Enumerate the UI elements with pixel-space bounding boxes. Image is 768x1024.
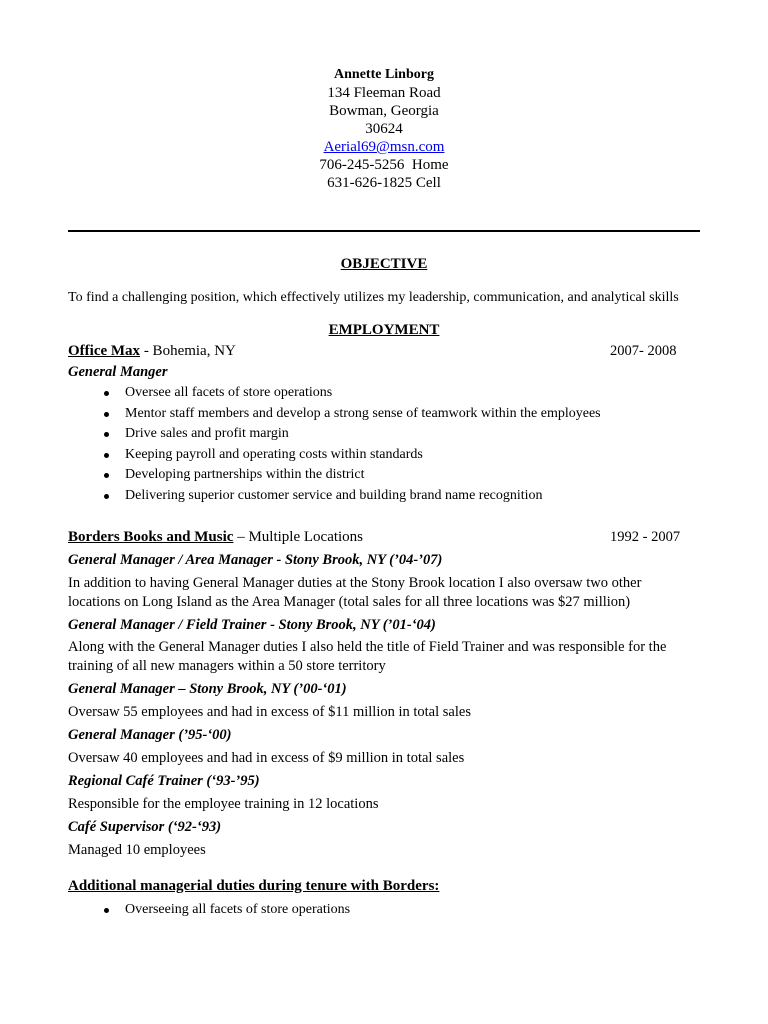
contact-email-link[interactable]: Aerial69@msn.com bbox=[323, 139, 445, 155]
role-description: training of all new managers within a 50 store territory bbox=[68, 658, 386, 674]
contact-name: Annette Linborg bbox=[334, 67, 434, 82]
job-title: General Manger bbox=[68, 364, 168, 380]
role-title: General Manager / Field Trainer - Stony Brook, NY (’01-‘04) bbox=[68, 617, 436, 633]
list-item: Drive sales and profit margin bbox=[104, 424, 601, 445]
additional-bullet-list bbox=[104, 900, 350, 921]
additional-duties-heading: Additional managerial duties during tenure with Borders: bbox=[68, 878, 440, 894]
role-title: General Manager / Area Manager - Stony Brook, NY (’04-’07) bbox=[68, 552, 443, 568]
employment-heading: EMPLOYMENT bbox=[328, 322, 440, 338]
role-description: Oversaw 40 employees and had in excess of $9 million in total sales bbox=[68, 750, 465, 766]
objective-text: To find a challenging position, which effectively utilizes my leadership, communication, and analytical skills bbox=[68, 290, 679, 305]
list-item: Oversee all facets of store operations bbox=[104, 383, 601, 404]
job-company-name: Borders Books and Music bbox=[68, 529, 234, 545]
list-item: Overseeing all facets of store operations bbox=[104, 900, 350, 921]
job-bullet-list bbox=[104, 383, 601, 507]
contact-zip: 30624 bbox=[365, 121, 403, 137]
role-title: General Manager (’95-‘00) bbox=[68, 727, 232, 743]
role-description: Along with the General Manager duties I also held the title of Field Trainer and was responsible for the bbox=[68, 639, 667, 655]
job-location: – Multiple Locations bbox=[233, 529, 364, 545]
list-item: Delivering superior customer service and building brand name recognition bbox=[104, 486, 601, 507]
role-description: Responsible for the employee training in 12 locations bbox=[68, 796, 379, 812]
header-divider bbox=[68, 230, 700, 232]
job-location: - Bohemia, NY bbox=[140, 343, 236, 359]
contact-city-state: Bowman, Georgia bbox=[329, 103, 439, 119]
job-company-line bbox=[68, 343, 236, 360]
list-item: Keeping payroll and operating costs within standards bbox=[104, 445, 601, 466]
contact-phone-cell: 631-626-1825 Cell bbox=[327, 175, 441, 191]
job-dates: 2007- 2008 bbox=[610, 343, 677, 359]
role-title: Regional Café Trainer (‘93-’95) bbox=[68, 773, 260, 789]
job-company-line bbox=[68, 529, 363, 546]
contact-header bbox=[0, 66, 768, 192]
contact-street: 134 Fleeman Road bbox=[327, 85, 441, 101]
contact-phone-home: 706-245-5256 Home bbox=[319, 157, 449, 173]
role-title: Café Supervisor (‘92-‘93) bbox=[68, 819, 222, 835]
role-title: General Manager – Stony Brook, NY (’00-‘01) bbox=[68, 681, 347, 697]
role-description: Oversaw 55 employees and had in excess of $11 million in total sales bbox=[68, 704, 471, 720]
job-dates: 1992 - 2007 bbox=[610, 529, 681, 545]
role-description: Managed 10 employees bbox=[68, 842, 206, 858]
objective-heading: OBJECTIVE bbox=[340, 256, 428, 272]
list-item: Developing partnerships within the district bbox=[104, 465, 601, 486]
list-item: Mentor staff members and develop a strong sense of teamwork within the employees bbox=[104, 404, 601, 425]
role-description: locations on Long Island as the Area Manager (total sales for all three locations was $27 million) bbox=[68, 594, 631, 610]
role-description: In addition to having General Manager duties at the Stony Brook location I also oversaw two other bbox=[68, 575, 642, 591]
job-company-name: Office Max bbox=[68, 343, 141, 359]
